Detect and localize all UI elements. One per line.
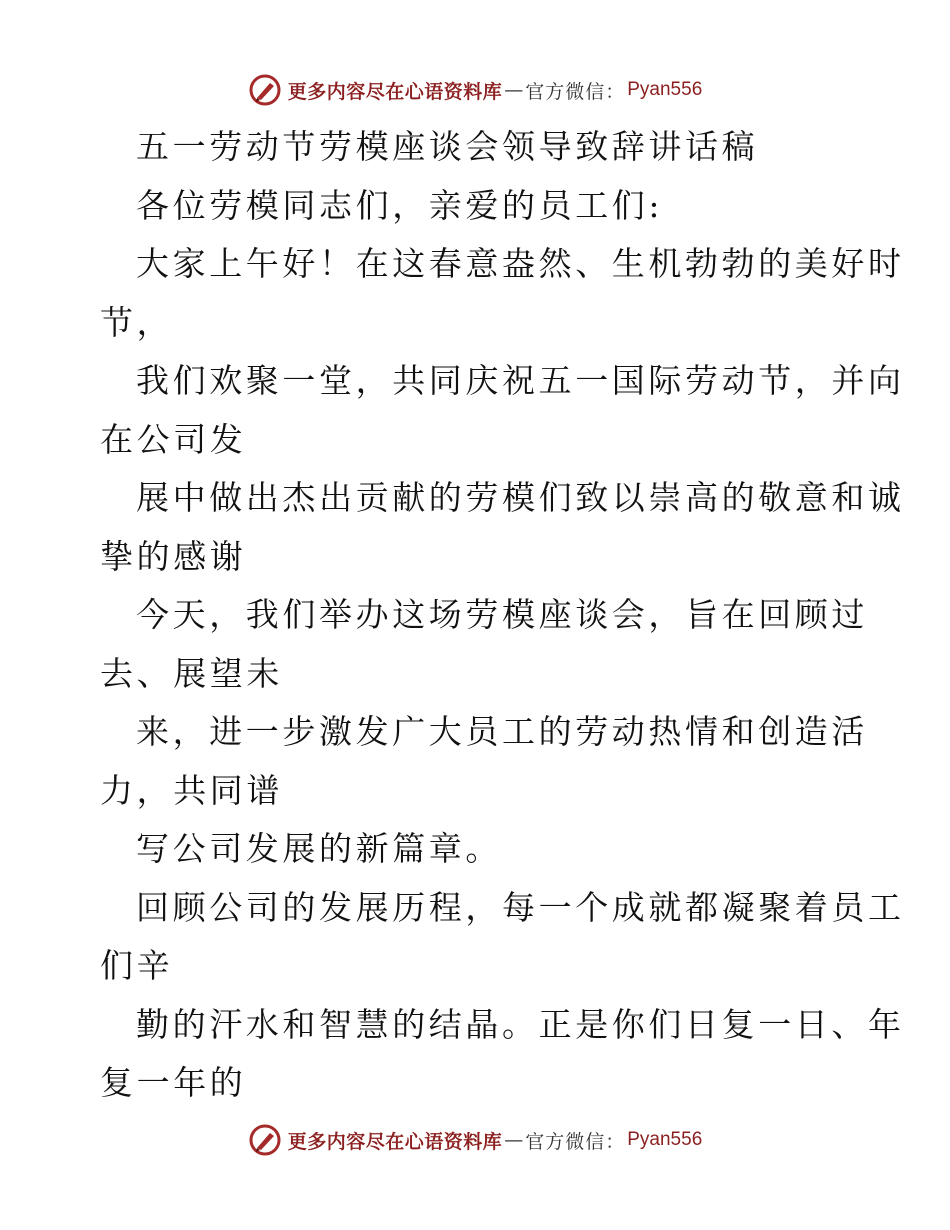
text-line: 力，共同谱 (100, 770, 283, 810)
text-line: 大家上午好！在这春意盎然、生机勃勃的美好时 (136, 244, 905, 283)
text-line: 们辛 (100, 946, 174, 985)
text-line: 在公司发 (100, 419, 247, 459)
text-line: 去、展望未 (100, 653, 283, 693)
text-line: 各位劳模同志们，亲爱的员工们: (136, 185, 664, 225)
text-line: 今天，我们举办这场劳模座谈会，旨在回顾过 (136, 595, 868, 634)
banner-wechat-label: 官方微信： (525, 80, 626, 103)
banner-text: 更多内容尽在心语资料库 (287, 1130, 503, 1153)
text-line: 写公司发展的新篇章。 (136, 829, 502, 868)
header-banner (0, 70, 950, 110)
document-title: 五一劳动节劳模座谈会领导致辞讲话稿 (136, 127, 759, 166)
text-line: 回顾公司的发展历程，每一个成就都凝聚着员工 (136, 887, 905, 927)
text-line: 展中做出杰出贡献的劳模们致以崇高的敬意和诚 (136, 478, 905, 517)
text-line: 来，进一步激发广大员工的劳动热情和创造活 (136, 712, 868, 751)
pen-logo-icon (248, 73, 282, 107)
banner-separator: — (504, 1129, 524, 1151)
text-line: 我们欢聚一堂，共同庆祝五一国际劳动节，并向 (136, 361, 905, 400)
banner-wechat-id: Pyan556 (627, 1129, 703, 1150)
text-line: 勤的汗水和智慧的结晶。正是你们日复一日、年 (136, 1004, 905, 1044)
header-banner-content (248, 73, 703, 107)
banner-separator: — (504, 79, 524, 101)
pen-logo-icon (248, 1123, 282, 1157)
footer-banner-content (248, 1123, 703, 1157)
text-line: 挚的感谢 (100, 536, 247, 576)
text-line: 复一年的 (100, 1063, 247, 1102)
document-body (100, 118, 905, 1113)
banner-text: 更多内容尽在心语资料库 (287, 80, 503, 103)
footer-banner (0, 1120, 950, 1160)
banner-wechat-label: 官方微信： (525, 1130, 626, 1153)
banner-wechat-id: Pyan556 (627, 79, 703, 100)
text-line: 节， (100, 302, 174, 342)
